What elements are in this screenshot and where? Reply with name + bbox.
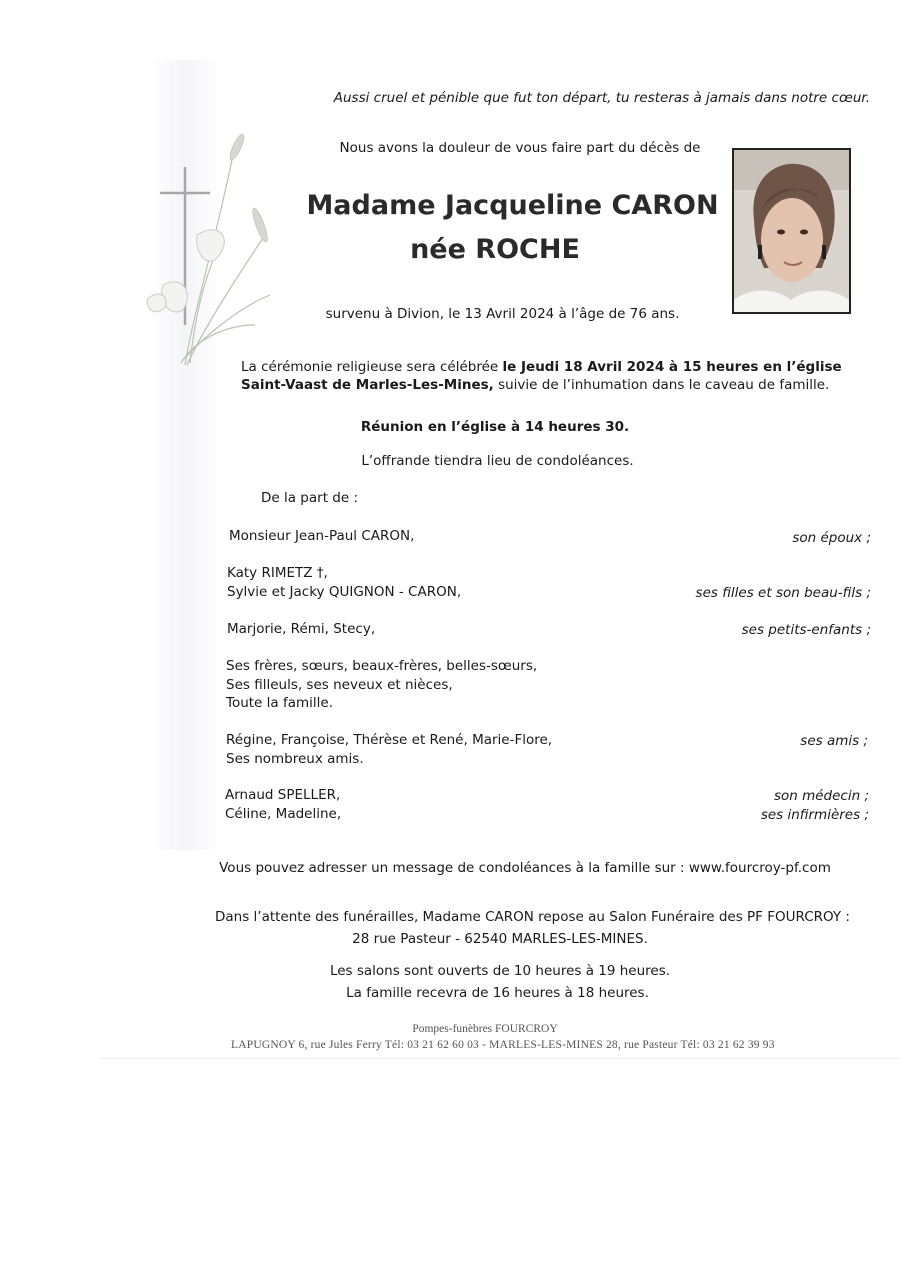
family-relation: son médecin ; xyxy=(773,788,869,804)
family-group-names xyxy=(226,731,552,768)
family-relation: ses petits-enfants ; xyxy=(741,622,871,638)
family-group-relation xyxy=(568,732,868,751)
portrait-photo xyxy=(732,148,851,314)
condolence-message: Vous pouvez adresser un message de condoléances à la famille sur : www.fourcroy-pf.com xyxy=(219,860,831,876)
intro-text: Nous avons la douleur de vous faire part du décès de xyxy=(339,140,701,156)
footer-addresses: LAPUGNOY 6, rue Jules Ferry Tél: 03 21 62 60 03 - MARLES-LES-MINES 28, rue Pasteur Tél: 03 21 62 39 93 xyxy=(231,1039,775,1051)
family-group-relation xyxy=(569,787,869,824)
family-line: Ses filleuls, ses neveux et nièces, xyxy=(226,676,453,693)
family-relation: ses infirmières ; xyxy=(760,806,869,823)
family-group-names xyxy=(226,657,537,713)
epigraph: Aussi cruel et pénible que fut ton départ, tu resteras à jamais dans notre cœur. xyxy=(333,90,870,106)
from-label: De la part de : xyxy=(261,490,358,506)
family-line: Arnaud SPELLER, xyxy=(225,787,341,803)
family-line: Monsieur Jean-Paul CARON, xyxy=(229,528,415,544)
family-group-names xyxy=(227,564,461,601)
offering-text: L’offrande tiendra lieu de condoléances. xyxy=(361,453,634,469)
family-line: Toute la famille. xyxy=(226,695,333,711)
deceased-name: Madame Jacqueline CARON xyxy=(306,190,719,221)
reunion-text: Réunion en l’église à 14 heures 30. xyxy=(360,419,630,435)
family-group-relation xyxy=(571,584,871,603)
family-relation: ses amis ; xyxy=(800,733,868,749)
family-line: Ses frères, sœurs, beaux-frères, belles-sœurs, xyxy=(226,658,538,674)
family-group-relation xyxy=(571,621,871,640)
hours-line-1: Les salons sont ouverts de 10 heures à 19 heures. xyxy=(329,963,671,979)
family-group-names xyxy=(227,620,375,639)
maiden-name: née ROCHE xyxy=(410,234,580,265)
family-relation: ses filles et son beau-fils ; xyxy=(695,585,871,601)
family-line: Céline, Madeline, xyxy=(225,805,342,822)
ceremony-text xyxy=(241,358,851,394)
repose-line-2: 28 rue Pasteur - 62540 MARLES-LES-MINES. xyxy=(352,931,648,947)
ceremony-part1: La cérémonie religieuse sera célébrée xyxy=(241,359,503,375)
ceremony-part2: suivie de l’inhumation dans le caveau de famille. xyxy=(493,377,830,393)
family-group-names xyxy=(229,527,414,546)
family-relation: son époux ; xyxy=(792,530,871,546)
family-line: Sylvie et Jacky QUIGNON - CARON, xyxy=(227,583,462,600)
family-line: Katy RIMETZ †, xyxy=(227,565,328,581)
ceremony-bold: le Jeudi 18 Avril 2024 à 15 heures en l’église Saint-Vaast de Marles-Les-Mines, xyxy=(241,359,842,393)
family-line: Régine, Françoise, Thérèse et René, Marie-Flore, xyxy=(226,732,553,748)
cross-lily-wheat-icon xyxy=(135,125,275,375)
family-line: Marjorie, Rémi, Stecy, xyxy=(227,621,376,637)
family-group-names xyxy=(225,786,341,823)
family-group-relation xyxy=(571,529,871,548)
family-line: Ses nombreux amis. xyxy=(226,750,364,767)
repose-line-1: Dans l’attente des funérailles, Madame CARON repose au Salon Funéraire des PF FOURCROY : xyxy=(214,909,850,925)
hours-line-2: La famille recevra de 16 heures à 18 heures. xyxy=(346,985,649,1001)
footer-company: Pompes-funèbres FOURCROY xyxy=(412,1023,558,1035)
page-edge-line xyxy=(100,1058,900,1059)
deceased-info: survenu à Divion, le 13 Avril 2024 à l’âge de 76 ans. xyxy=(325,306,680,322)
